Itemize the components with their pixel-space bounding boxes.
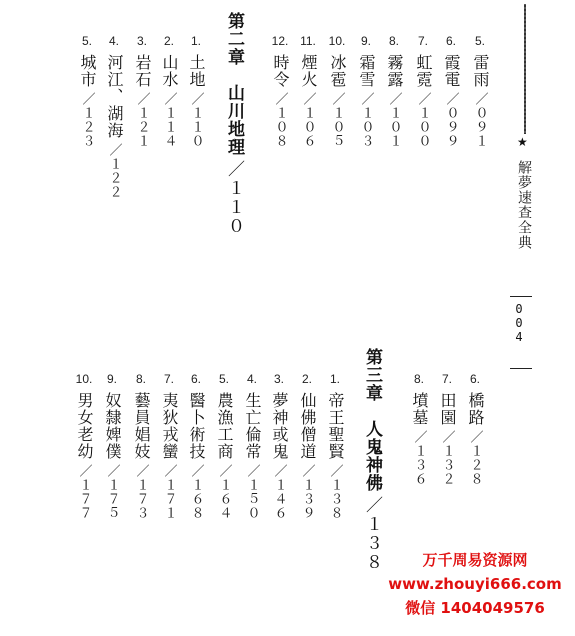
toc-entry-number: 8. <box>135 372 146 386</box>
toc-entry-number: 1. <box>190 34 201 48</box>
star-icon: ★ <box>517 135 528 149</box>
page-number-rule-top <box>510 296 532 297</box>
page-number: 004 <box>512 302 526 344</box>
chapter-2-heading <box>226 12 242 236</box>
page-number-rule-bottom <box>510 368 532 369</box>
toc-entry-title: 醫卜術技 <box>187 392 206 460</box>
toc-entry <box>469 34 491 148</box>
toc-entry-page: ／１７３ <box>133 464 149 520</box>
toc-entry-page: ／１０８ <box>272 92 288 148</box>
toc-entry <box>297 34 319 148</box>
toc-entry-page: ／１６８ <box>188 464 204 520</box>
toc-entry-number: 10. <box>75 372 93 386</box>
toc-entry <box>213 372 235 520</box>
toc-entry-page: ／１２１ <box>134 92 150 148</box>
toc-entry-title: 藝員娼妓 <box>132 392 151 460</box>
toc-entry-title: 煙火 <box>299 54 318 88</box>
toc-entry-number: 7. <box>163 372 174 386</box>
watermark-line-1: 万千周易资源网 <box>422 551 528 569</box>
toc-entry-title: 霧露 <box>385 54 404 88</box>
toc-entry <box>324 372 346 520</box>
toc-entry-title: 時令 <box>271 54 290 88</box>
toc-entry-title: 夷狄戎蠻 <box>160 392 179 460</box>
toc-entry-page: ／１３２ <box>439 430 455 486</box>
toc-entry-number: 3. <box>273 372 284 386</box>
toc-entry-number: 6. <box>445 34 456 48</box>
toc-entry-title: 奴隸婢僕 <box>103 392 122 460</box>
toc-entry-title: 河江、湖海 <box>105 54 124 139</box>
toc-entry <box>296 372 318 520</box>
toc-entry-title: 土地 <box>187 54 206 88</box>
toc-entry <box>185 372 207 520</box>
toc-entry-title: 冰雹 <box>328 54 347 88</box>
toc-entry-number: 6. <box>190 372 201 386</box>
chapter-3-heading <box>364 348 380 572</box>
toc-entry-page: ／０９１ <box>472 92 488 148</box>
toc-entry-title: 生亡倫常 <box>243 392 262 460</box>
toc-entry <box>269 34 291 148</box>
toc-entry-page: ／１７７ <box>76 464 92 520</box>
toc-entry-title: 雷雨 <box>471 54 490 88</box>
toc-entry-title: 帝王聖賢 <box>326 392 345 460</box>
toc-entry-page: ／１０５ <box>329 92 345 148</box>
toc-entry <box>241 372 263 520</box>
toc-entry <box>131 34 153 148</box>
toc-entry-title: 岩石 <box>133 54 152 88</box>
toc-entry-number: 6. <box>469 372 480 386</box>
toc-entry-title: 霜雪 <box>357 54 376 88</box>
toc-entry-number: 4. <box>246 372 257 386</box>
toc-entry-title: 虹霓 <box>414 54 433 88</box>
watermark-line-3: 微信 1404049576 <box>405 599 545 617</box>
toc-entry <box>412 34 434 148</box>
toc-entry-page: ／１２８ <box>467 430 483 486</box>
toc-entry-number: 9. <box>106 372 117 386</box>
toc-entry-page: ／１７５ <box>104 464 120 520</box>
toc-entry-page: ／１３９ <box>299 464 315 520</box>
toc-entry <box>440 34 462 148</box>
toc-entry-number: 11. <box>300 34 316 48</box>
toc-entry-title: 田園 <box>438 392 457 426</box>
toc-entry-page: ／１１４ <box>161 92 177 148</box>
toc-entry-page: ／１７１ <box>161 464 177 520</box>
toc-entry-page: ／１３８ <box>327 464 343 520</box>
toc-entry-number: 5. <box>218 372 229 386</box>
toc-entry <box>268 372 290 520</box>
toc-entry-number: 12. <box>271 34 289 48</box>
toc-entry-number: 8. <box>413 372 424 386</box>
toc-entry-title: 農漁工商 <box>215 392 234 460</box>
chapter-2-page: ／１１０ <box>224 160 244 236</box>
toc-entry <box>383 34 405 148</box>
toc-entry-number: 7. <box>441 372 452 386</box>
toc-entry-title: 夢神或鬼 <box>270 392 289 460</box>
book-title: 解夢速查全典 <box>516 160 532 250</box>
toc-entry <box>408 372 430 486</box>
toc-entry-page: ／１３６ <box>411 430 427 486</box>
toc-entry-page: ／１４６ <box>271 464 287 520</box>
toc-entry <box>158 372 180 520</box>
toc-entry <box>185 34 207 148</box>
toc-entry-page: ／１００ <box>415 92 431 148</box>
toc-entry-number: 5. <box>474 34 485 48</box>
toc-entry-title: 墳墓 <box>410 392 429 426</box>
toc-entry-number: 2. <box>301 372 312 386</box>
toc-entry-page: ／１０１ <box>386 92 402 148</box>
toc-entry-number: 1. <box>329 372 340 386</box>
toc-entry-page: ／１６４ <box>216 464 232 520</box>
toc-entry-number: 9. <box>360 34 371 48</box>
watermark-line-2: www.zhouyi666.com <box>388 575 562 593</box>
toc-entry <box>436 372 458 486</box>
toc-entry <box>464 372 486 486</box>
chapter-3-page: ／１３８ <box>362 496 382 572</box>
toc-entry <box>103 34 125 199</box>
toc-entry <box>130 372 152 520</box>
toc-entry <box>76 34 98 148</box>
toc-entry <box>326 34 348 148</box>
toc-entry-title: 城市 <box>78 54 97 88</box>
toc-entry-page: ／０９９ <box>443 92 459 148</box>
toc-entry-page: ／１２３ <box>79 92 95 148</box>
toc-entry-title: 橋路 <box>466 392 485 426</box>
toc-entry-number: 3. <box>136 34 147 48</box>
toc-entry <box>355 34 377 148</box>
toc-entry-page: ／１０３ <box>358 92 374 148</box>
toc-entry <box>158 34 180 148</box>
toc-entry-page: ／１０６ <box>300 92 316 148</box>
toc-entry-number: 8. <box>388 34 399 48</box>
toc-entry-number: 4. <box>108 34 119 48</box>
toc-entry-page: ／１５０ <box>244 464 260 520</box>
toc-entry-number: 5. <box>81 34 92 48</box>
toc-entry-title: 山水 <box>160 54 179 88</box>
toc-entry-page: ／１１０ <box>188 92 204 148</box>
side-dotted-rule <box>524 4 526 134</box>
toc-entry <box>101 372 123 520</box>
toc-entry-title: 仙佛僧道 <box>298 392 317 460</box>
toc-entry-number: 2. <box>163 34 174 48</box>
toc-entry-title: 男女老幼 <box>75 392 94 460</box>
chapter-2-title: 第二章 山川地理 <box>224 12 244 156</box>
toc-entry-number: 7. <box>417 34 428 48</box>
toc-entry-page: ／１２２ <box>106 143 122 199</box>
toc-entry <box>73 372 95 520</box>
chapter-3-title: 第三章 人鬼神佛 <box>362 348 382 492</box>
toc-entry-number: 10. <box>328 34 346 48</box>
watermark <box>380 548 570 620</box>
toc-entry-title: 霞電 <box>442 54 461 88</box>
